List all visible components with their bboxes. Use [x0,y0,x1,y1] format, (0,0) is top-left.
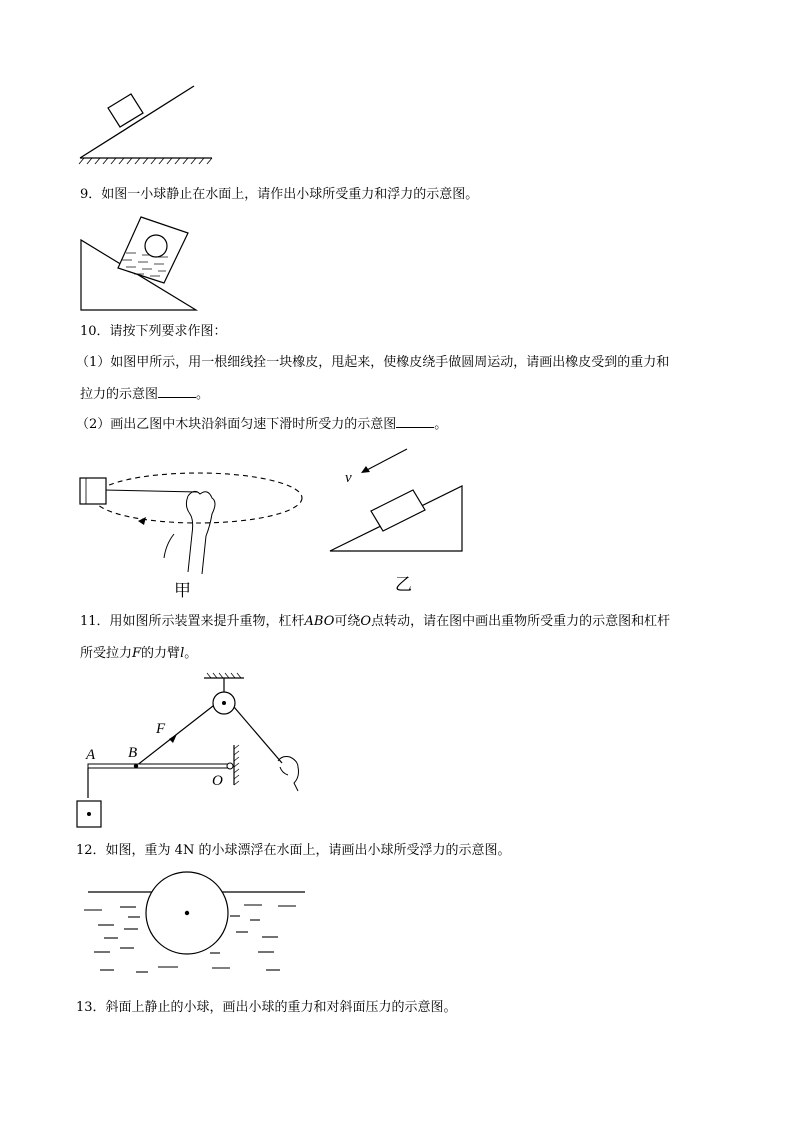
q11-f: F [132,646,142,661]
q9-figure [78,213,203,313]
q11-line1-c: 点转动，请在图中画出重物所受重力的示意图和杠杆 [371,614,671,629]
velocity-label: v [345,470,352,486]
q11-line2-b: 的力臂 [141,646,181,661]
label-B: B [128,745,138,761]
label-O: O [212,773,223,789]
part1-line2-text: 拉力的示意图 [80,387,159,402]
caption-yi: 乙 [395,575,412,595]
answer-blank [158,385,196,398]
q11-o: O [360,614,372,629]
label-A: A [86,747,96,763]
incline-block-figure [76,82,226,172]
q12-figure [80,870,310,980]
q11-l: l [180,646,185,661]
part1-line2-end: 。 [196,387,210,402]
question-10-part1-line2 [80,385,209,404]
question-10-part1-line1: （1）如图甲所示，用一根细线拴一块橡皮，甩起来，使橡皮绕手做圆周运动，请画出橡皮受到的重力和 [76,355,670,370]
q10-figure-yi [325,444,475,599]
question-11-line2 [80,645,197,663]
caption-jia: 甲 [174,581,191,601]
question-9-text: 9．如图一小球静止在水面上，请作出小球所受重力和浮力的示意图。 [80,187,479,202]
label-F: F [156,721,166,737]
answer-blank [396,415,434,428]
q11-line1-a: 11．用如图所示装置来提升重物，杠杆 [80,614,305,629]
q11-line1-b: 可绕 [334,614,361,629]
q11-line2-a: 所受拉力 [80,646,133,661]
part2-end: 。 [434,417,448,432]
question-11-line1 [80,613,670,631]
q11-figure [74,673,324,833]
question-10-title: 10．请按下列要求作图： [80,324,227,339]
question-12-text: 12．如图，重为 4N 的小球漂浮在水面上，请画出小球所受浮力的示意图。 [76,843,511,858]
question-13-text: 13．斜面上静止的小球，画出小球的重力和对斜面压力的示意图。 [76,1000,457,1015]
q11-line2-c: 。 [184,646,198,661]
question-10-part2 [76,415,447,434]
part2-text: （2）画出乙图中木块沿斜面匀速下滑时所受力的示意图 [76,417,397,432]
q11-abo: ABO [304,614,335,629]
q10-figure-jia [76,468,306,603]
